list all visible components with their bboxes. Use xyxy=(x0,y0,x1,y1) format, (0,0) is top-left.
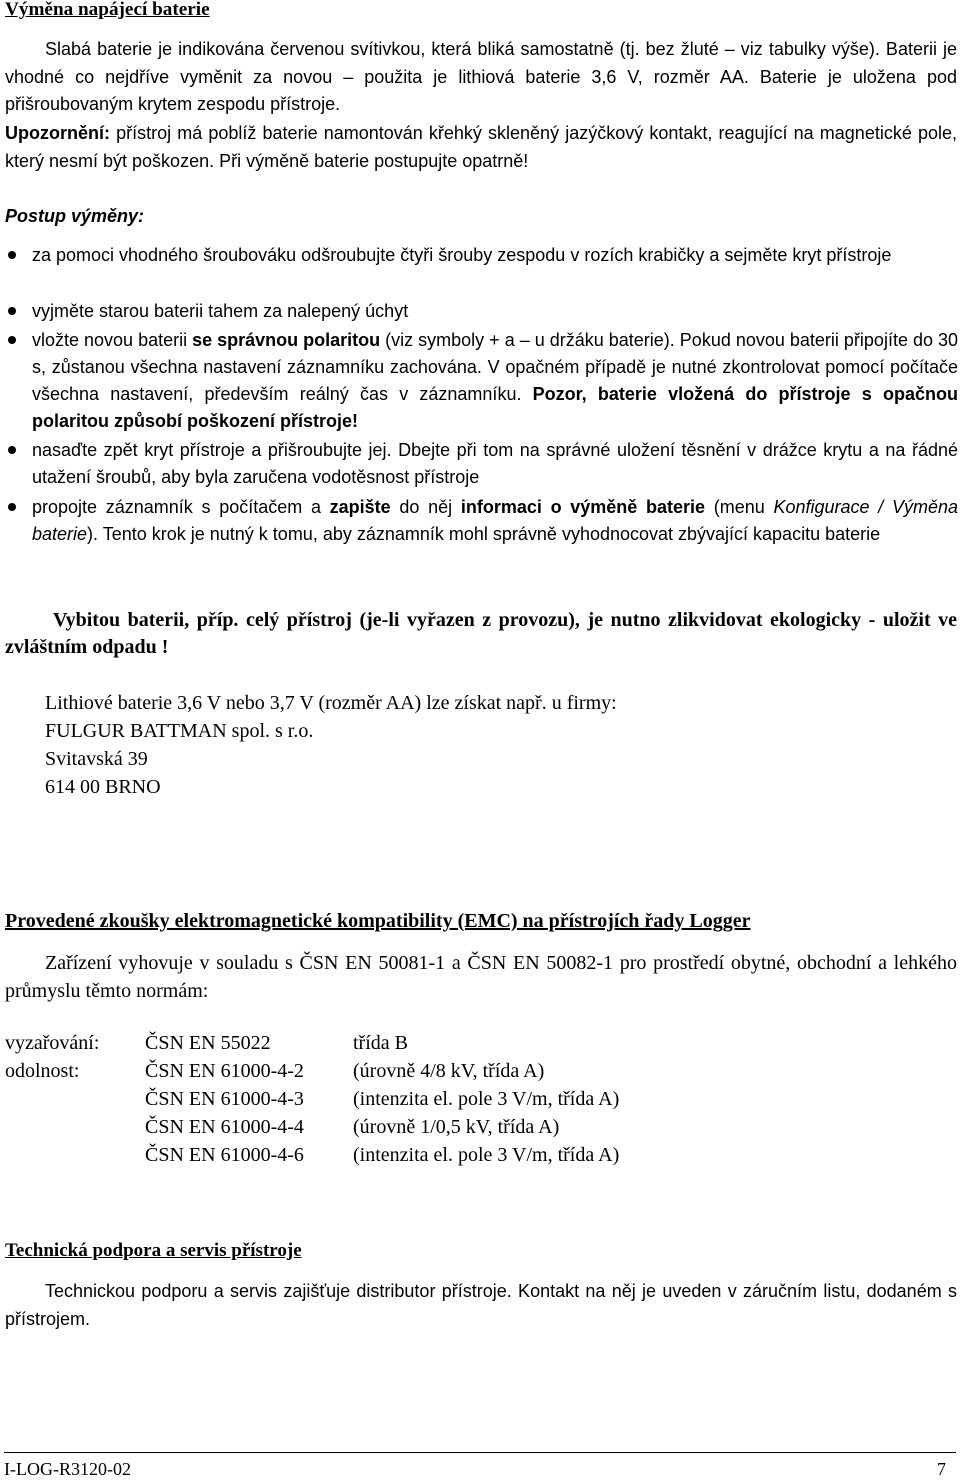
table-cell: ČSN EN 61000-4-4 xyxy=(145,1116,304,1138)
table-cell: (intenzita el. pole 3 V/m, třída A) xyxy=(353,1144,620,1166)
table-row xyxy=(5,1142,753,1170)
section-heading-battery: Výměna napájecí baterie xyxy=(5,0,210,20)
supplier-block xyxy=(45,690,617,802)
emc-intro: Zařízení vyhovuje v souladu s ČSN EN 50081-1 a ČSN EN 50082-1 pro prostředí obytné, obchodní a lehkého průmyslu těmto normám: xyxy=(5,952,957,1002)
text-run-bold: se správnou polaritou xyxy=(192,330,381,350)
table-row xyxy=(5,1058,753,1086)
section-heading-emc: Provedené zkoušky elektromagnetické kompatibility (EMC) na přístrojích řady Logger xyxy=(5,910,751,932)
bullet-icon xyxy=(8,251,16,259)
bullet-icon xyxy=(8,307,16,315)
emc-standards-table xyxy=(5,1030,753,1170)
table-cell: ČSN EN 61000-4-6 xyxy=(145,1144,304,1166)
warning-paragraph xyxy=(5,120,957,175)
table-cell: ČSN EN 61000-4-2 xyxy=(145,1060,304,1082)
table-cell: (úrovně 1/0,5 kV, třída A) xyxy=(353,1116,560,1138)
list-item-text: za pomoci vhodného šroubováku odšroubujte čtyři šrouby zespodu v rozích krabičky a sejměte kryt přístroje xyxy=(32,245,892,265)
footer-doc-id: I-LOG-R3120-02 xyxy=(4,1459,131,1479)
text-run: ). Tento krok je nutný k tomu, aby záznamník mohl správně vyhodnocovat zbývající kapacitu baterie xyxy=(87,524,881,544)
table-cell: ČSN EN 55022 xyxy=(145,1032,271,1054)
list-item-text: nasaďte zpět kryt přístroje a přišroubujte jej. Dbejte při tom na správné uložení těsnění v drážce krytu a na řádné utažení šroubů, aby byla zaručena vodotěsnost přístroje xyxy=(32,440,958,487)
list-item-text: vyjměte starou baterii tahem za nalepený úchyt xyxy=(32,301,409,321)
warning-text: přístroj má poblíž baterie namontován křehký skleněný jazýčkový kontakt, reagující na magnetické pole, který nesmí být poškozen. Při výměně baterie postupujte opatrně! xyxy=(5,123,957,171)
footer-rule xyxy=(4,1452,956,1453)
supplier-line: 614 00 BRNO xyxy=(45,776,161,798)
supplier-line: Svitavská 39 xyxy=(45,748,148,770)
text-run: (menu xyxy=(705,497,774,517)
section-heading-support: Technická podpora a servis přístroje xyxy=(5,1240,302,1261)
bullet-icon xyxy=(8,446,16,454)
text-run-bold: informaci o výměně baterie xyxy=(460,497,706,517)
table-cell xyxy=(5,1142,145,1170)
warning-label: Upozornění: xyxy=(5,123,110,143)
text-run-bold: zapište xyxy=(329,497,391,517)
list-item xyxy=(8,494,958,578)
text-run: do něj xyxy=(390,497,461,517)
procedure-heading: Postup výměny: xyxy=(5,206,145,226)
disposal-notice: Vybitou baterii, příp. celý přístroj (je-li vyřazen z provozu), je nutno zlikvidovat ekologicky - uložit ve zvláštním odpadu ! xyxy=(5,609,957,658)
text-run: (viz symboly + a – u držáku baterie). Pokud novou baterii připojíte do 30 s, zůstanou všechna nastavení záznamníku zachována. V opačném případě je nutné zkontrolovat pomocí počítače všechna nastavení, především reálný čas v záznamníku. xyxy=(32,330,959,404)
table-cell xyxy=(5,1086,145,1114)
list-item-text xyxy=(32,494,958,548)
list-item xyxy=(8,298,958,325)
text-run: propojte záznamník s počítačem a xyxy=(32,497,330,517)
table-cell: ČSN EN 61000-4-3 xyxy=(145,1088,304,1110)
list-item xyxy=(8,242,958,298)
table-cell: (intenzita el. pole 3 V/m, třída A) xyxy=(353,1088,620,1110)
supplier-line: Lithiové baterie 3,6 V nebo 3,7 V (rozměr AA) lze získat např. u firmy: xyxy=(45,692,617,714)
table-cell: třída B xyxy=(353,1032,408,1054)
bullet-icon xyxy=(8,336,16,344)
support-paragraph: Technickou podporu a servis zajišťuje distributor přístroje. Kontakt na něj je uveden v záručním listu, dodaném s přístrojem. xyxy=(5,1281,957,1329)
supplier-line: FULGUR BATTMAN spol. s r.o. xyxy=(45,720,314,742)
table-cell: vyzařování: xyxy=(5,1032,100,1054)
list-item-text xyxy=(32,327,958,435)
text-run: vložte novou baterii xyxy=(32,330,193,350)
bullet-icon xyxy=(8,503,16,511)
polarity-warning: Pozor, baterie vložená do přístroje s opačnou polaritou způsobí poškození přístroje! xyxy=(32,384,958,431)
menu-path: Konfigurace / Výměna baterie xyxy=(32,497,958,544)
table-cell: (úrovně 4/8 kV, třída A) xyxy=(353,1060,545,1082)
battery-paragraph: Slabá baterie je indikována červenou svítivkou, která bliká samostatně (tj. bez žluté – viz tabulky výše). Baterii je vhodné co nejdříve vyměnit za novou – použita je lithiová baterie 3,6 V, rozměr AA. Baterie je uložena pod přišroubovaným krytem zespodu přístroje. xyxy=(5,39,957,114)
page-number: 7 xyxy=(937,1459,946,1479)
table-row xyxy=(5,1086,753,1114)
list-item xyxy=(8,437,958,493)
table-row xyxy=(5,1114,753,1142)
table-row xyxy=(5,1030,753,1058)
table-cell: odolnost: xyxy=(5,1060,80,1082)
list-item xyxy=(8,327,958,437)
table-cell xyxy=(5,1114,145,1142)
